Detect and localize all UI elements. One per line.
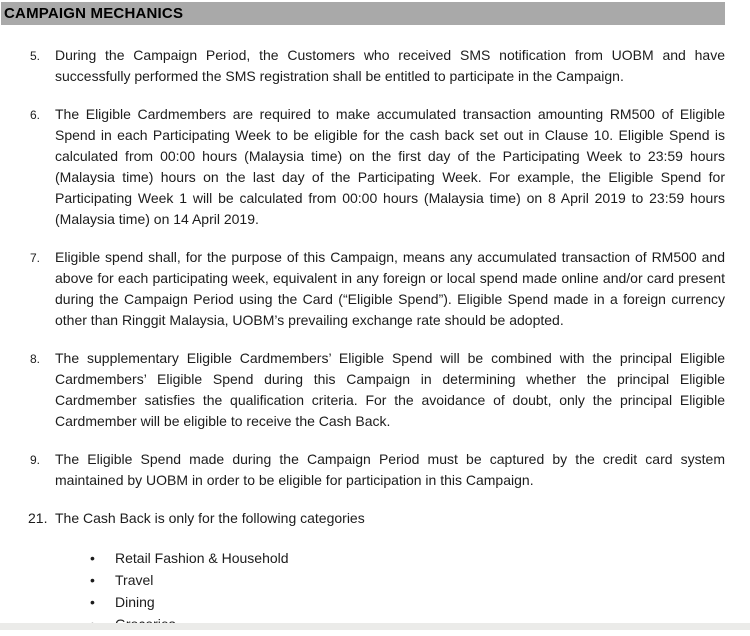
clause-number: 9. [30,453,41,467]
clause-text: The Cash Back is only for the following categories [55,510,365,526]
clause-9 [30,449,725,491]
document-body [30,45,725,636]
page-bottom-edge [0,623,750,630]
clause-8 [30,348,725,432]
bullet-icon: • [90,550,95,566]
clause-text: Eligible spend shall, for the purpose of this Campaign, means any accumulated transaction of RM500 and above for each participating week, equivalent in any foreign or local spend made online and/or card present during the Campaign Period using the Card (“Eligible Spend”). Eligible Spend made in a foreign currency other than Ringgit Malaysia, UOBM’s prevailing exchange rate should be adopted. [55,249,725,328]
clause-number: 7. [30,251,41,265]
list-item [90,570,725,591]
clause-text: During the Campaign Period, the Customers who received SMS notification from UOBM and have successfully performed the SMS registration shall be entitled to participate in the Campaign. [55,47,725,84]
clause-5 [30,45,725,87]
clause-21 [30,508,725,529]
clause-number: 6. [30,108,41,122]
clause-text: The Eligible Spend made during the Campaign Period must be captured by the credit card system maintained by UOBM in order to be eligible for participation in this Campaign. [55,451,725,488]
bullet-icon: • [90,572,95,588]
clause-number: 5. [30,49,41,63]
clause-number: 8. [30,352,41,366]
section-title: CAMPAIGN MECHANICS [4,5,184,22]
clause-7 [30,247,725,331]
list-item [90,592,725,613]
category-label: Dining [115,594,155,610]
bullet-icon: • [90,594,95,610]
cashback-category-list [90,548,725,635]
clause-text: The Eligible Cardmembers are required to make accumulated transaction amounting RM500 of Eligible Spend in each Participating Week to be eligible for the cash back set out in Clause 10. Eligible Spend is calculated from 00:00 hours (Malaysia time) on the first day of the Participating Week to 23:59 hours (Malaysia time) hours on the last day of the Participating Week. For example, the Eligible Spend for Participating Week 1 will be calculated from 00:00 hours (Malaysia time) on 8 April 2019 to 23:59 hours (Malaysia time) on 14 April 2019. [55,106,725,227]
section-header-bar [1,2,725,25]
list-item [90,548,725,569]
clause-6 [30,104,725,230]
category-label: Travel [115,572,154,588]
clause-number: 21. [28,510,48,526]
category-label: Retail Fashion & Household [115,550,289,566]
clause-text: The supplementary Eligible Cardmembers’ Eligible Spend will be combined with the principal Eligible Cardmembers’ Eligible Spend during this Campaign in determining whether the principal Eligible Cardmember satisfies the qualification criteria. For the avoidance of doubt, only the principal Eligible Cardmember will be eligible to receive the Cash Back. [55,350,725,429]
